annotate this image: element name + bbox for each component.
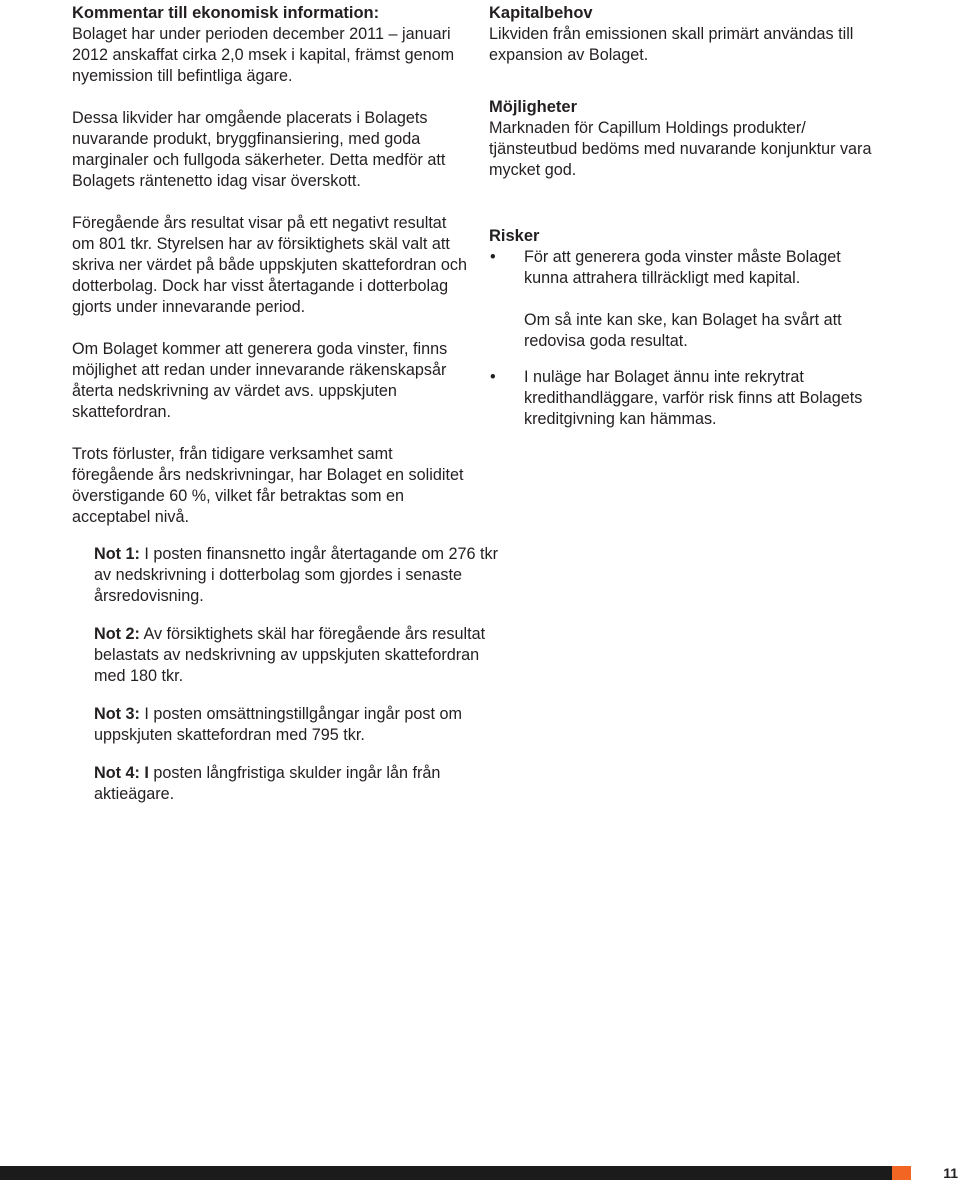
solidity-paragraph: Trots förluster, från tidigare verksamhet samt föregående års nedskrivningar, har Bolaget en soliditet överstigande 60 %, vilket får betraktas som en acceptabel nivå. <box>72 445 464 526</box>
notes-section <box>94 544 514 822</box>
opportunities-text: Marknaden för Capillum Holdings produkter/ tjänsteutbud bedöms med nuvarande konjunktur vara mycket god. <box>489 119 872 179</box>
footer-accent <box>892 1166 911 1180</box>
note-2-text: Av försiktighets skäl har föregående års resultat belastats av nedskrivning av uppskjuten skattefordran med 180 tkr. <box>94 625 486 685</box>
capital-need-text: Likviden från emissionen skall primärt användas till expansion av Bolaget. <box>489 25 854 64</box>
previous-result-paragraph: Föregående års resultat visar på ett negativt resultat om 801 tkr. Styrelsen har av försiktighets skäl valt att skriva ner värdet på både uppskjuten skattefordran och dotterbolag. Dock har visst återtagande i dotterbolag gjorts under innevarande period. <box>72 214 468 316</box>
note-1 <box>94 544 514 607</box>
page-number: 11 <box>943 1165 958 1181</box>
intro-paragraph: Bolaget har under perioden december 2011 – januari 2012 anskaffat cirka 2,0 msek i kapital, främst genom nyemission till befintliga ägare. <box>72 25 455 85</box>
risk-2-text: I nuläge har Bolaget ännu inte rekrytrat kredithandläggare, varför risk finns att Bolagets kreditgivning kan hämmas. <box>524 368 863 428</box>
note-4 <box>94 763 514 805</box>
note-4-text: posten långfristiga skulder ingår lån från aktieägare. <box>94 764 441 803</box>
note-4-label: Not 4: I <box>94 764 149 782</box>
bullet-icon: • <box>490 248 496 266</box>
economic-commentary-heading: Kommentar till ekonomisk information: <box>72 4 380 22</box>
risk-1-text: För att generera goda vinster måste Bolaget kunna attrahera tillräckligt med kapital. <box>524 248 841 287</box>
risk-list <box>489 247 889 430</box>
note-1-text: I posten finansnetto ingår återtagande om 276 tkr av nedskrivning i dotterbolag som gjordes i senaste årsredovisning. <box>94 545 499 605</box>
note-3-label: Not 3: <box>94 705 140 723</box>
future-profit-paragraph: Om Bolaget kommer att generera goda vinster, finns möjlighet att redan under innevarande räkenskapsår återta nedskrivning av värdet avs. uppskjuten skattefordran. <box>72 340 448 421</box>
risk-item <box>489 367 889 430</box>
risks-heading: Risker <box>489 227 540 245</box>
right-column <box>489 3 889 430</box>
note-2 <box>94 624 514 687</box>
risk-item <box>489 247 889 352</box>
risk-1-followup-text: Om så inte kan ske, kan Bolaget ha svårt att redovisa goda resultat. <box>524 311 842 350</box>
note-3-text: I posten omsättningstillgångar ingår post om uppskjuten skattefordran med 795 tkr. <box>94 705 462 744</box>
opportunities-heading: Möjligheter <box>489 98 578 116</box>
note-1-label: Not 1: <box>94 545 140 563</box>
bullet-icon: • <box>490 368 496 386</box>
note-3 <box>94 704 514 746</box>
footer-bar <box>0 1166 892 1180</box>
capital-need-heading: Kapitalbehov <box>489 4 593 22</box>
liquidity-paragraph: Dessa likvider har omgående placerats i Bolagets nuvarande produkt, bryggfinansiering, med goda marginaler och fullgoda säkerheter. Detta medför att Bolagets räntenetto idag visar överskott. <box>72 109 446 190</box>
note-2-label: Not 2: <box>94 625 140 643</box>
left-column <box>72 3 472 528</box>
